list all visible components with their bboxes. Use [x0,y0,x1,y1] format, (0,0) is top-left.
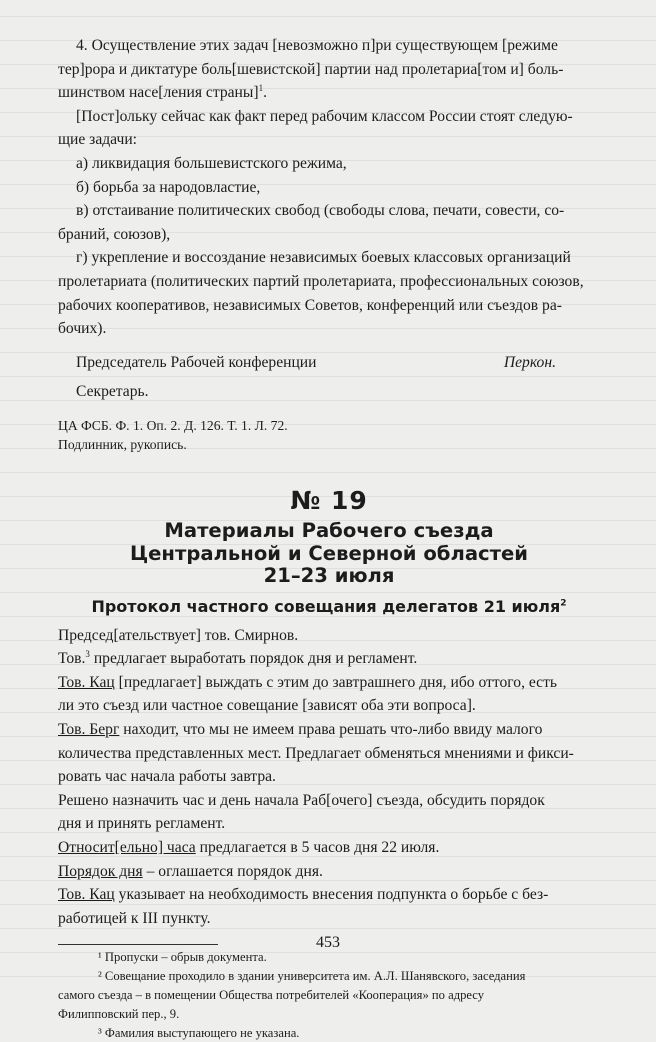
item-b: б) борьба за народовластие, [76,178,261,196]
archive-reference [58,416,600,454]
speaker-kats: Тов. Кац [58,673,115,691]
protocol-line-8: Решено назначить час и день начала Раб[очего] съезда, обсудить порядок [58,791,545,809]
item-v-line-1: в) отстаивание политических свобод (свободы слова, печати, совести, со- [76,202,565,220]
protocol-line-5: Тов. Берг находит, что мы не имеем права решать что-либо ввиду малого [58,721,543,739]
speaker-berg: Тов. Берг [58,721,120,739]
secretary-line: Секретарь. [76,383,149,401]
protocol-line-7: ровать час начала работы завтра. [58,768,276,786]
item-v-line-2: браний, союзов), [58,225,171,243]
item-g-line-4: бочих). [58,320,107,338]
footnote-1: ¹ Пропуски – обрыв документа. [98,950,267,965]
page-number: 453 [316,934,340,951]
document-title-line-3: 21–23 июля [263,564,395,588]
para-1-line-1: 4. Осуществление этих задач [невозможно п]ри существующем [режиме [76,37,558,54]
footnote-ref-1: 1 [258,83,264,93]
document-number: № 19 [290,485,368,515]
protocol-line-11: Порядок дня – оглашается порядок дня. [58,862,323,880]
protocol-line-3: Тов. Кац [предлагает] выждать с этим до завтрашнего дня, ибо оттого, есть [58,673,558,691]
para-2-line-2: щие задачи: [58,131,138,149]
item-g-line-3: рабочих кооперативов, независимых Советов, конференций или съездов ра- [58,296,562,314]
document-title [58,520,600,588]
page-content [58,34,600,1042]
protocol-line-6: количества представленных мест. Предлагает обменяться мнениями и фикси- [58,744,574,762]
protocol-line-4: ли это съезд или частное совещание [зависят оба эти вопроса]. [58,697,476,715]
protocol-line-13: работицей к III пункту. [58,909,211,927]
document-title-line-2: Центральной и Северной областей [129,541,529,565]
footnote-2-line-3: Филипповский пер., 9. [58,1007,180,1022]
document-subtitle: Протокол частного совещания делегатов 21 июля$^2$ [91,596,567,616]
para-1-line-3: шинством насе[ления страны]$^1$. [58,83,267,102]
item-g-line-2: пролетариата (политических партий пролетариата, профессиональных союзов, [58,272,584,290]
speaker-kats-2: Тов. Кац [58,886,115,904]
archive-original-note: Подлинник, рукопись. [58,436,187,452]
signature-name: Перкон. [503,353,556,371]
heading-time: Относит[ельно] часа [58,839,196,857]
signature-title: Председатель Рабочей конференции [76,353,317,371]
footnote-2-line-2: самого съезда – в помещении Общества потребителей «Кооперация» по адресу [58,988,485,1003]
footnote-3: ³ Фамилия выступающего не указана. [98,1026,300,1041]
protocol-line-1: Председ[ательствует] тов. Смирнов. [58,626,299,644]
footnote-ref-3: 3 [85,649,90,660]
archive-citation: ЦА ФСБ. Ф. 1. Оп. 2. Д. 126. Т. 1. Л. 72. [58,417,288,433]
protocol-line-10: Относит[ельно] часа предлагается в 5 часов дня 22 июля. [58,839,440,857]
heading-agenda: Порядок дня [58,862,143,880]
footnote-2-line-1: ² Совещание проходило в здании университета им. А.Л. Шанявского, заседания [98,969,526,984]
document-title-line-1: Материалы Рабочего съезда [164,518,494,542]
protocol-body [58,624,600,931]
protocol-line-12: Тов. Кац указывает на необходимость внесения подпункта о борьбе с без- [58,886,549,904]
para-1-line-2: тер]рора и диктатуре боль[шевистской] партии над пролетариа[том и] боль- [58,60,564,78]
para-2-line-1: [Пост]ольку сейчас как факт перед рабочим классом России стоят следую- [76,107,573,125]
footnote-ref-2: 2 [560,598,567,609]
item-g-line-1: г) укрепление и воссоздание независимых боевых классовых организаций [76,249,571,267]
protocol-line-9: дня и принять регламент. [58,815,226,833]
item-a: а) ликвидация большевистского режима, [76,154,347,172]
protocol-line-2: Тов.$^3$ предлагает выработать порядок дня и регламент. [58,649,418,668]
footnotes [58,949,600,1042]
signature-row [58,351,600,375]
